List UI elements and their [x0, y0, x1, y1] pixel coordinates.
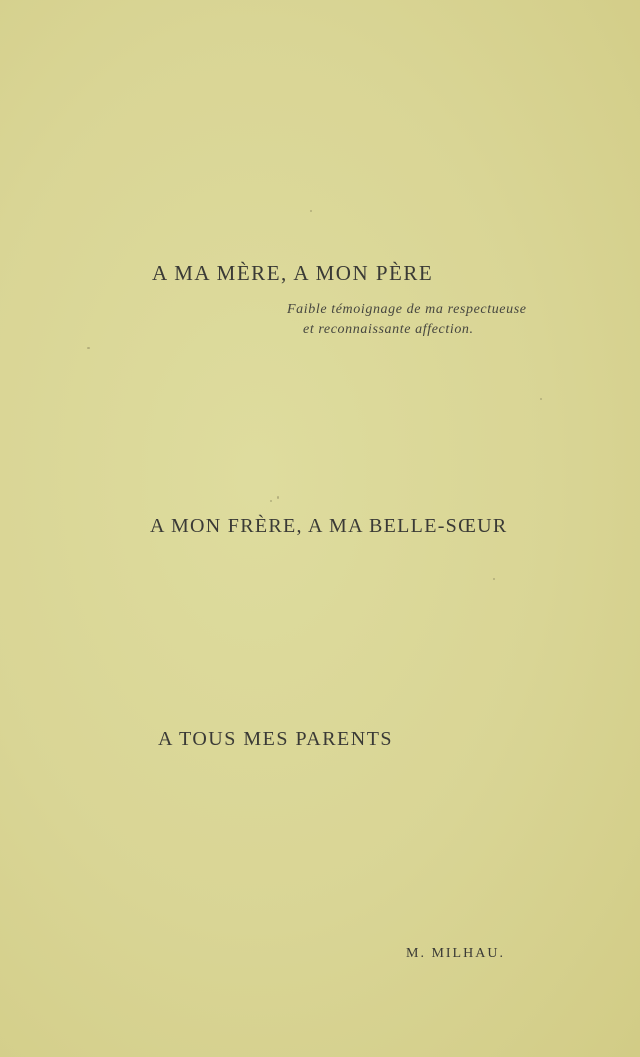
paper-speck: [493, 578, 495, 580]
paper-speck: [277, 496, 279, 499]
dedication-parents: A MA MÈRE, A MON PÈRE: [152, 261, 434, 285]
paper-speck: [270, 500, 272, 502]
dedication-all-relatives: A TOUS MES PARENTS: [158, 728, 394, 750]
paper-speck: [540, 398, 542, 400]
dedication-subtitle-line-2: et reconnaissante affection.: [303, 322, 474, 337]
paper-speck: [310, 210, 312, 212]
paper-speck: [87, 347, 90, 349]
dedication-brother-sister-in-law: A MON FRÈRE, A MA BELLE-SŒUR: [150, 515, 508, 537]
dedication-subtitle-line-1: Faible témoignage de ma respectueuse: [287, 302, 527, 317]
author-signature: M. MILHAU.: [406, 946, 505, 961]
